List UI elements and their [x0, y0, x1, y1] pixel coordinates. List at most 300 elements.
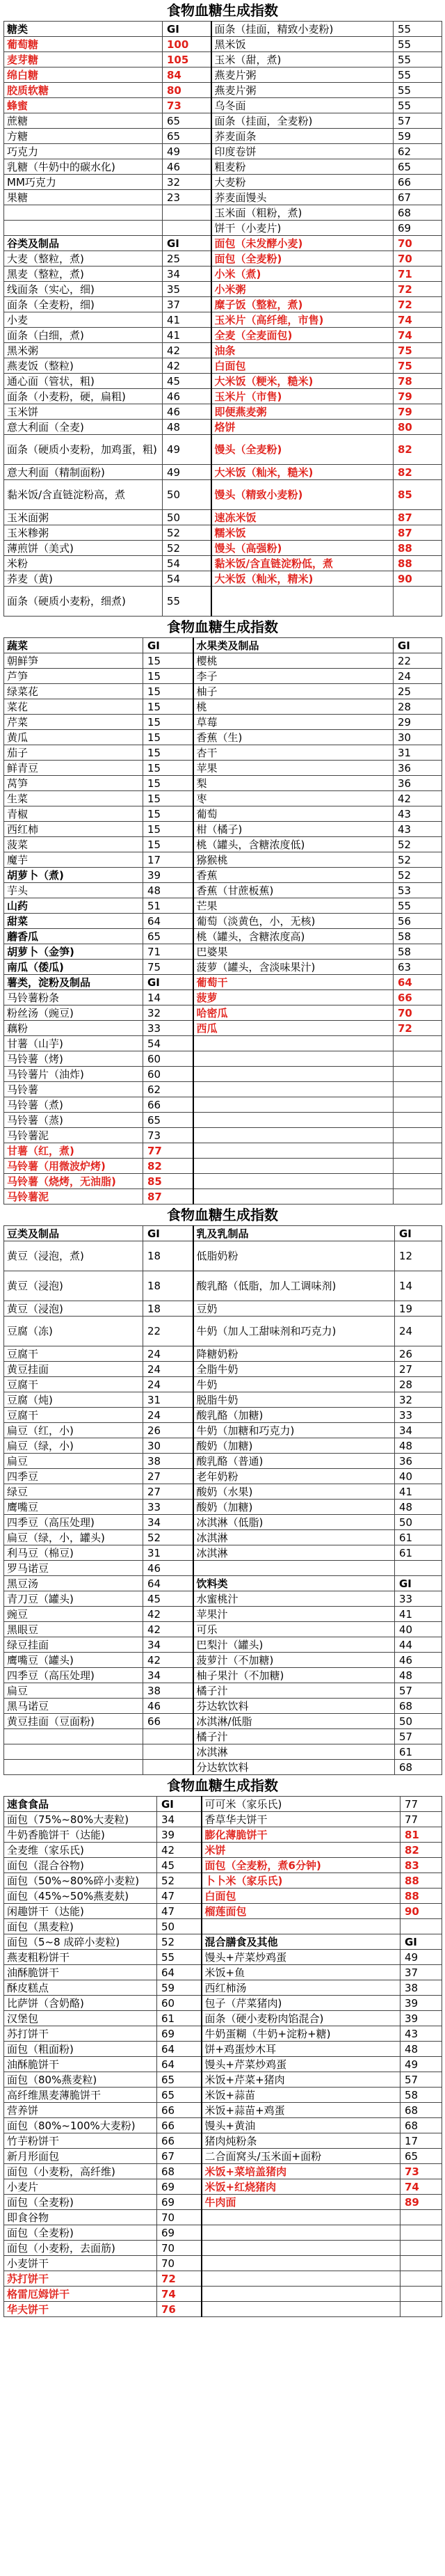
- gi-value-cell: 18: [143, 1241, 193, 1271]
- gi-value-cell: 60: [143, 1067, 193, 1082]
- gi-value-cell: [400, 2271, 442, 2287]
- food-name-cell: 魔芋: [4, 852, 143, 868]
- gi-value-cell: [143, 1729, 193, 1744]
- food-name-cell: 菠萝: [193, 990, 394, 1005]
- gi-value-cell: 38: [400, 1980, 442, 1996]
- gi-value-cell: 77: [143, 1143, 193, 1159]
- gi-value-cell: 70: [157, 2256, 202, 2271]
- food-name-cell: 马铃薯（烧烤，无油脂): [4, 1174, 143, 1189]
- food-name-cell: 面包（5~8 成碎小麦粒): [4, 1934, 157, 1950]
- food-name-cell: 玉米糁粥: [4, 525, 163, 541]
- table-row: [4, 2225, 442, 2241]
- food-name-cell: 饼干（小麦片): [211, 221, 394, 236]
- gi-value-cell: 88: [400, 1873, 442, 1889]
- gi-value-cell: 33: [143, 1500, 193, 1515]
- gi-value-cell: 70: [394, 236, 442, 251]
- gi-value-cell: 71: [394, 267, 442, 282]
- food-name-cell: 黏米饭/含直链淀粉低，煮: [211, 556, 394, 571]
- gi-value-cell: 30: [143, 1438, 193, 1454]
- gi-value-cell: 28: [395, 1377, 442, 1392]
- gi-table: [3, 21, 442, 617]
- table-row: [4, 67, 442, 83]
- gi-value-cell: 38: [143, 1683, 193, 1699]
- food-name-cell: [202, 2256, 400, 2271]
- gi-value-cell: 65: [400, 2149, 442, 2164]
- food-name-cell: 老年奶粉: [193, 1469, 395, 1484]
- gi-value-cell: 15: [143, 791, 193, 806]
- food-name-cell: 玉米片（市售): [211, 389, 394, 404]
- food-name-cell: 香蕉: [193, 868, 394, 883]
- table-row: [4, 236, 442, 251]
- food-name-cell: 小麦饼干: [4, 2256, 157, 2271]
- table-row: [4, 2072, 442, 2088]
- gi-value-cell: 50: [163, 510, 211, 525]
- food-name-cell: [4, 1760, 143, 1775]
- gi-value-cell: GI: [400, 1934, 442, 1950]
- gi-value-cell: [400, 2210, 442, 2225]
- table-row: [4, 205, 442, 221]
- food-name-cell: 玉米面（粗粉，煮): [211, 205, 394, 221]
- food-name-cell: 闲趣饼干（达能): [4, 1904, 157, 1919]
- food-name-cell: 青椒: [4, 806, 143, 822]
- gi-value-cell: [400, 2225, 442, 2241]
- table-row: [4, 1591, 442, 1607]
- table-row: [4, 1683, 442, 1699]
- table-row: [4, 1301, 442, 1317]
- gi-value-cell: 56: [394, 914, 442, 929]
- gi-value-cell: 69: [157, 2179, 202, 2195]
- gi-value-cell: 15: [143, 730, 193, 745]
- food-name-cell: [193, 1082, 394, 1097]
- food-name-cell: 芹菜: [4, 715, 143, 730]
- table-row: [4, 1622, 442, 1637]
- table-row: [4, 389, 442, 404]
- gi-value-cell: 90: [394, 571, 442, 587]
- gi-value-cell: GI: [395, 1226, 442, 1241]
- gi-value-cell: 65: [157, 2088, 202, 2103]
- food-name-cell: 胡萝卜（金笋): [4, 944, 143, 960]
- gi-value-cell: 48: [395, 1668, 442, 1683]
- food-name-cell: 马铃薯泥: [4, 1128, 143, 1143]
- table-row: [4, 1241, 442, 1271]
- food-name-cell: 酸乳酪（普通): [193, 1454, 395, 1469]
- table-row: [4, 98, 442, 113]
- table-row: [4, 669, 442, 684]
- gi-value-cell: 73: [163, 98, 211, 113]
- food-name-cell: 菠萝汁（不加糖): [193, 1653, 395, 1668]
- table-row: [4, 1051, 442, 1067]
- gi-value-cell: 34: [143, 1637, 193, 1653]
- gi-value-cell: 88: [394, 556, 442, 571]
- gi-value-cell: 14: [395, 1271, 442, 1301]
- gi-value-cell: 57: [395, 1729, 442, 1744]
- gi-value-cell: 50: [163, 480, 211, 510]
- gi-value-cell: 70: [157, 2210, 202, 2225]
- gi-value-cell: 72: [394, 297, 442, 312]
- gi-value-cell: 43: [394, 806, 442, 822]
- food-name-cell: 薯类，淀粉及制品: [4, 975, 143, 990]
- gi-value-cell: 58: [394, 944, 442, 960]
- gi-value-cell: 24: [395, 1317, 442, 1346]
- food-name-cell: 米饭+红烧猪肉: [202, 2179, 400, 2195]
- food-name-cell: 馒头（精致小麦粉): [211, 480, 394, 510]
- table-row: [4, 975, 442, 990]
- gi-value-cell: 34: [395, 1423, 442, 1438]
- gi-value-cell: 12: [395, 1241, 442, 1271]
- food-name-cell: 面条（硬质小麦粉，细煮): [4, 587, 163, 617]
- gi-table: [3, 1796, 442, 2317]
- table-row: [4, 2088, 442, 2103]
- gi-value-cell: 54: [143, 1036, 193, 1051]
- gi-value-cell: [394, 1174, 442, 1189]
- food-name-cell: 米饭+蒜苗+鸡蛋: [202, 2103, 400, 2118]
- gi-value-cell: 73: [143, 1128, 193, 1143]
- gi-value-cell: 48: [163, 420, 211, 435]
- gi-value-cell: 65: [163, 129, 211, 144]
- food-name-cell: 小麦: [4, 312, 163, 328]
- gi-value-cell: 42: [143, 1622, 193, 1637]
- food-name-cell: 低脂奶粉: [193, 1241, 395, 1271]
- food-name-cell: 玉米面粥: [4, 510, 163, 525]
- food-name-cell: 甘薯（山芋): [4, 1036, 143, 1051]
- food-name-cell: 白面包: [202, 1889, 400, 1904]
- food-name-cell: 西瓜: [193, 1021, 394, 1036]
- food-name-cell: 鹰嘴豆: [4, 1500, 143, 1515]
- gi-value-cell: 49: [163, 435, 211, 465]
- gi-value-cell: 66: [143, 1714, 193, 1729]
- gi-value-cell: 87: [394, 525, 442, 541]
- gi-value-cell: 79: [394, 404, 442, 420]
- table-row: [4, 2302, 442, 2317]
- table-row: [4, 1346, 442, 1362]
- gi-value-cell: 26: [143, 1423, 193, 1438]
- gi-value-cell: 44: [395, 1637, 442, 1653]
- food-name-cell: 橘子汁: [193, 1683, 395, 1699]
- food-name-cell: 降糖奶粉: [193, 1346, 395, 1362]
- gi-value-cell: 34: [143, 1668, 193, 1683]
- gi-value-cell: 25: [394, 684, 442, 699]
- table-row: [4, 1113, 442, 1128]
- food-name-cell: [202, 2302, 400, 2317]
- gi-value-cell: 66: [157, 2133, 202, 2149]
- food-name-cell: 燕麦片粥: [211, 83, 394, 98]
- food-name-cell: 面条（挂面，精致小麦粉): [211, 22, 394, 37]
- food-name-cell: 营养饼: [4, 2103, 157, 2118]
- food-name-cell: 马铃薯: [4, 1082, 143, 1097]
- food-name-cell: 苏打饼干: [4, 2026, 157, 2042]
- gi-value-cell: [394, 1051, 442, 1067]
- table-row: [4, 898, 442, 914]
- food-name-cell: 分达软饮料: [193, 1760, 395, 1775]
- food-name-cell: 面包（小麦粉，去面筋): [4, 2241, 157, 2256]
- gi-value-cell: 68: [400, 2118, 442, 2133]
- gi-value-cell: 32: [143, 1005, 193, 1021]
- food-name-cell: 全麦维（家乐氏): [4, 1843, 157, 1858]
- food-name-cell: [193, 1097, 394, 1113]
- gi-value-cell: 48: [400, 2042, 442, 2057]
- food-name-cell: 南瓜（倭瓜): [4, 960, 143, 975]
- food-name-cell: 馒头（全麦粉): [211, 435, 394, 465]
- table-row: [4, 129, 442, 144]
- table-row: [4, 684, 442, 699]
- food-name-cell: 意大利面（精制面粉): [4, 465, 163, 480]
- food-name-cell: 速冻米饭: [211, 510, 394, 525]
- food-name-cell: 葡萄: [193, 806, 394, 822]
- gi-value-cell: 39: [400, 2011, 442, 2026]
- gi-value-cell: 100: [163, 37, 211, 52]
- gi-value-cell: 28: [394, 699, 442, 715]
- food-name-cell: 包子（芹菜猪肉): [202, 1996, 400, 2011]
- table-row: [4, 990, 442, 1005]
- gi-value-cell: [400, 1919, 442, 1934]
- food-name-cell: 绿菜花: [4, 684, 143, 699]
- food-name-cell: [193, 1159, 394, 1174]
- food-name-cell: 燕麦粗粉饼干: [4, 1950, 157, 1965]
- food-name-cell: [4, 221, 163, 236]
- food-name-cell: 面包（75%~80%大麦粒): [4, 1812, 157, 1827]
- gi-value-cell: 52: [394, 837, 442, 852]
- section-title: 食物血糖生成指数: [167, 1207, 278, 1223]
- gi-value-cell: 64: [394, 975, 442, 990]
- food-name-cell: 薄煎饼（美式): [4, 541, 163, 556]
- food-name-cell: 面包（全麦粉): [211, 251, 394, 267]
- gi-value-cell: [163, 221, 211, 236]
- food-name-cell: 甘薯（红，煮): [4, 1143, 143, 1159]
- food-name-cell: 油酥脆饼干: [4, 2057, 157, 2072]
- table-row: [4, 1996, 442, 2011]
- food-name-cell: [193, 1561, 395, 1576]
- gi-value-cell: 40: [395, 1469, 442, 1484]
- food-name-cell: 酸乳酪（加糖): [193, 1408, 395, 1423]
- gi-value-cell: 64: [143, 1576, 193, 1591]
- table-row: [4, 1159, 442, 1174]
- gi-value-cell: 41: [395, 1607, 442, 1622]
- food-name-cell: 牛肉面: [202, 2195, 400, 2210]
- table-row: [4, 1812, 442, 1827]
- gi-value-cell: 52: [143, 1530, 193, 1545]
- gi-value-cell: 32: [395, 1392, 442, 1408]
- food-name-cell: 面条（白细，煮): [4, 328, 163, 343]
- gi-value-cell: 47: [157, 1904, 202, 1919]
- table-row: [4, 1950, 442, 1965]
- gi-value-cell: 61: [157, 2011, 202, 2026]
- food-name-cell: 玉米（甜，煮): [211, 52, 394, 67]
- food-name-cell: 冰淇淋（低脂): [193, 1515, 395, 1530]
- gi-value-cell: 25: [163, 251, 211, 267]
- gi-value-cell: 70: [394, 251, 442, 267]
- gi-value-cell: 52: [163, 541, 211, 556]
- food-name-cell: 鹰嘴豆（罐头): [4, 1653, 143, 1668]
- food-name-cell: 绿豆挂面: [4, 1637, 143, 1653]
- food-name-cell: 豆腐（冻): [4, 1317, 143, 1346]
- food-name-cell: 燕麦片粥: [211, 67, 394, 83]
- food-name-cell: 桃（罐头，含糖浓度低): [193, 837, 394, 852]
- table-row: [4, 1189, 442, 1204]
- food-name-cell: 意大利面（全麦): [4, 420, 163, 435]
- gi-value-cell: 82: [400, 1843, 442, 1858]
- food-name-cell: 巴婆果: [193, 944, 394, 960]
- gi-value-cell: 66: [394, 990, 442, 1005]
- gi-value-cell: 58: [394, 929, 442, 944]
- table-row: [4, 525, 442, 541]
- gi-value-cell: [400, 2302, 442, 2317]
- table-row: [4, 587, 442, 617]
- gi-value-cell: 31: [143, 1545, 193, 1561]
- food-name-cell: 豆类及制品: [4, 1226, 143, 1241]
- food-name-cell: 面包（45%~50%燕麦麸): [4, 1889, 157, 1904]
- gi-value-cell: 55: [394, 22, 442, 37]
- food-name-cell: MM巧克力: [4, 175, 163, 190]
- food-name-cell: 馒头+芹菜炒鸡蛋: [202, 1950, 400, 1965]
- food-name-cell: 酸奶（加糖): [193, 1500, 395, 1515]
- gi-value-cell: 61: [395, 1545, 442, 1561]
- food-name-cell: [4, 205, 163, 221]
- food-name-cell: 榴莲面包: [202, 1904, 400, 1919]
- food-name-cell: 苹果: [193, 761, 394, 776]
- gi-value-cell: 24: [394, 669, 442, 684]
- gi-value-cell: 85: [143, 1174, 193, 1189]
- gi-value-cell: 15: [143, 653, 193, 669]
- food-name-cell: 牛奶（加糖和巧克力): [193, 1423, 395, 1438]
- food-name-cell: 水蜜桃汁: [193, 1591, 395, 1607]
- gi-value-cell: 68: [395, 1699, 442, 1714]
- food-name-cell: 蔬菜: [4, 638, 143, 653]
- gi-value-cell: 49: [163, 465, 211, 480]
- gi-value-cell: 65: [143, 929, 193, 944]
- food-name-cell: 馒头（高强粉): [211, 541, 394, 556]
- table-row: [4, 2118, 442, 2133]
- table-row: [4, 1143, 442, 1159]
- table-row: [4, 638, 442, 653]
- food-name-cell: 西红柿汤: [202, 1980, 400, 1996]
- gi-value-cell: 76: [157, 2302, 202, 2317]
- food-name-cell: 梨: [193, 776, 394, 791]
- gi-value-cell: GI: [143, 975, 193, 990]
- food-name-cell: 扁豆: [4, 1683, 143, 1699]
- gi-value-cell: GI: [163, 236, 211, 251]
- table-row: [4, 1067, 442, 1082]
- food-name-cell: 面包（全麦粉): [4, 2225, 157, 2241]
- food-name-cell: 面包（粗面粉): [4, 2042, 157, 2057]
- food-name-cell: 米饭+蒜苗: [202, 2088, 400, 2103]
- food-name-cell: 乌冬面: [211, 98, 394, 113]
- gi-value-cell: 75: [143, 960, 193, 975]
- gi-value-cell: 54: [163, 571, 211, 587]
- food-name-cell: 饮料类: [193, 1576, 395, 1591]
- food-name-cell: 果糖: [4, 190, 163, 205]
- food-name-cell: 面包（80%~100%大麦粉): [4, 2118, 157, 2133]
- table-row: [4, 2271, 442, 2287]
- table-row: [4, 2149, 442, 2164]
- food-name-cell: 米饭+鱼: [202, 1965, 400, 1980]
- gi-value-cell: 24: [143, 1362, 193, 1377]
- food-name-cell: 蔗糖: [4, 113, 163, 129]
- table-row: [4, 282, 442, 297]
- table-row: [4, 653, 442, 669]
- gi-value-cell: [394, 1113, 442, 1128]
- food-name-cell: 豆奶: [193, 1301, 395, 1317]
- table-row: [4, 1561, 442, 1576]
- food-name-cell: 青刀豆（罐头): [4, 1591, 143, 1607]
- table-row: [4, 297, 442, 312]
- food-name-cell: 烙饼: [211, 420, 394, 435]
- gi-value-cell: 43: [400, 2026, 442, 2042]
- gi-value-cell: 87: [394, 510, 442, 525]
- food-name-cell: 柚子果汁（不加糖): [193, 1668, 395, 1683]
- food-name-cell: 面条（小麦粉，硬，扁粗): [4, 389, 163, 404]
- gi-value-cell: 26: [395, 1346, 442, 1362]
- table-row: [4, 791, 442, 806]
- table-row: [4, 1515, 442, 1530]
- gi-value-cell: 66: [157, 2118, 202, 2133]
- food-name-cell: 巧克力: [4, 144, 163, 159]
- food-name-cell: [193, 1143, 394, 1159]
- gi-value-cell: GI: [143, 1226, 193, 1241]
- gi-value-cell: 42: [163, 343, 211, 358]
- table-row: [4, 2241, 442, 2256]
- gi-value-cell: 49: [400, 2057, 442, 2072]
- food-name-cell: 藕粉: [4, 1021, 143, 1036]
- table-row: [4, 1653, 442, 1668]
- food-name-cell: 面条（硬质小麦粉，加鸡蛋，粗): [4, 435, 163, 465]
- food-name-cell: 桃（罐头，含糖浓度高): [193, 929, 394, 944]
- food-name-cell: 杏干: [193, 745, 394, 761]
- food-name-cell: 利马豆（棉豆): [4, 1545, 143, 1561]
- gi-value-cell: GI: [163, 22, 211, 37]
- table-row: [4, 1226, 442, 1241]
- section-3: [0, 1204, 445, 1775]
- food-name-cell: 马铃薯（煮): [4, 1097, 143, 1113]
- gi-value-cell: 45: [157, 1858, 202, 1873]
- gi-value-cell: 55: [394, 37, 442, 52]
- table-row: [4, 914, 442, 929]
- table-row: [4, 1797, 442, 1812]
- food-name-cell: 马铃薯（烤): [4, 1051, 143, 1067]
- gi-value-cell: [394, 587, 442, 617]
- food-name-cell: 米饼: [202, 1843, 400, 1858]
- gi-value-cell: 105: [163, 52, 211, 67]
- table-row: [4, 510, 442, 525]
- food-name-cell: [202, 2287, 400, 2302]
- gi-value-cell: 55: [394, 52, 442, 67]
- table-row: [4, 2042, 442, 2057]
- gi-value-cell: 75: [394, 358, 442, 374]
- food-name-cell: 胶质软糖: [4, 83, 163, 98]
- table-row: [4, 267, 442, 282]
- food-name-cell: [193, 1128, 394, 1143]
- gi-value-cell: 68: [400, 2103, 442, 2118]
- gi-value-cell: 82: [394, 465, 442, 480]
- gi-value-cell: 37: [400, 1965, 442, 1980]
- table-row: [4, 1576, 442, 1591]
- gi-value-cell: [395, 1561, 442, 1576]
- food-name-cell: 黄瓜: [4, 730, 143, 745]
- food-name-cell: 小米粥: [211, 282, 394, 297]
- gi-value-cell: 67: [394, 190, 442, 205]
- table-row: [4, 868, 442, 883]
- table-row: [4, 1317, 442, 1346]
- gi-value-cell: 61: [395, 1530, 442, 1545]
- gi-value-cell: 50: [395, 1515, 442, 1530]
- table-row: [4, 1423, 442, 1438]
- gi-value-cell: [394, 1067, 442, 1082]
- gi-value-cell: 68: [157, 2164, 202, 2179]
- food-name-cell: 猕猴桃: [193, 852, 394, 868]
- food-name-cell: 胡萝卜（煮): [4, 868, 143, 883]
- table-row: [4, 343, 442, 358]
- food-name-cell: 谷类及制品: [4, 236, 163, 251]
- food-name-cell: 葡萄干: [193, 975, 394, 990]
